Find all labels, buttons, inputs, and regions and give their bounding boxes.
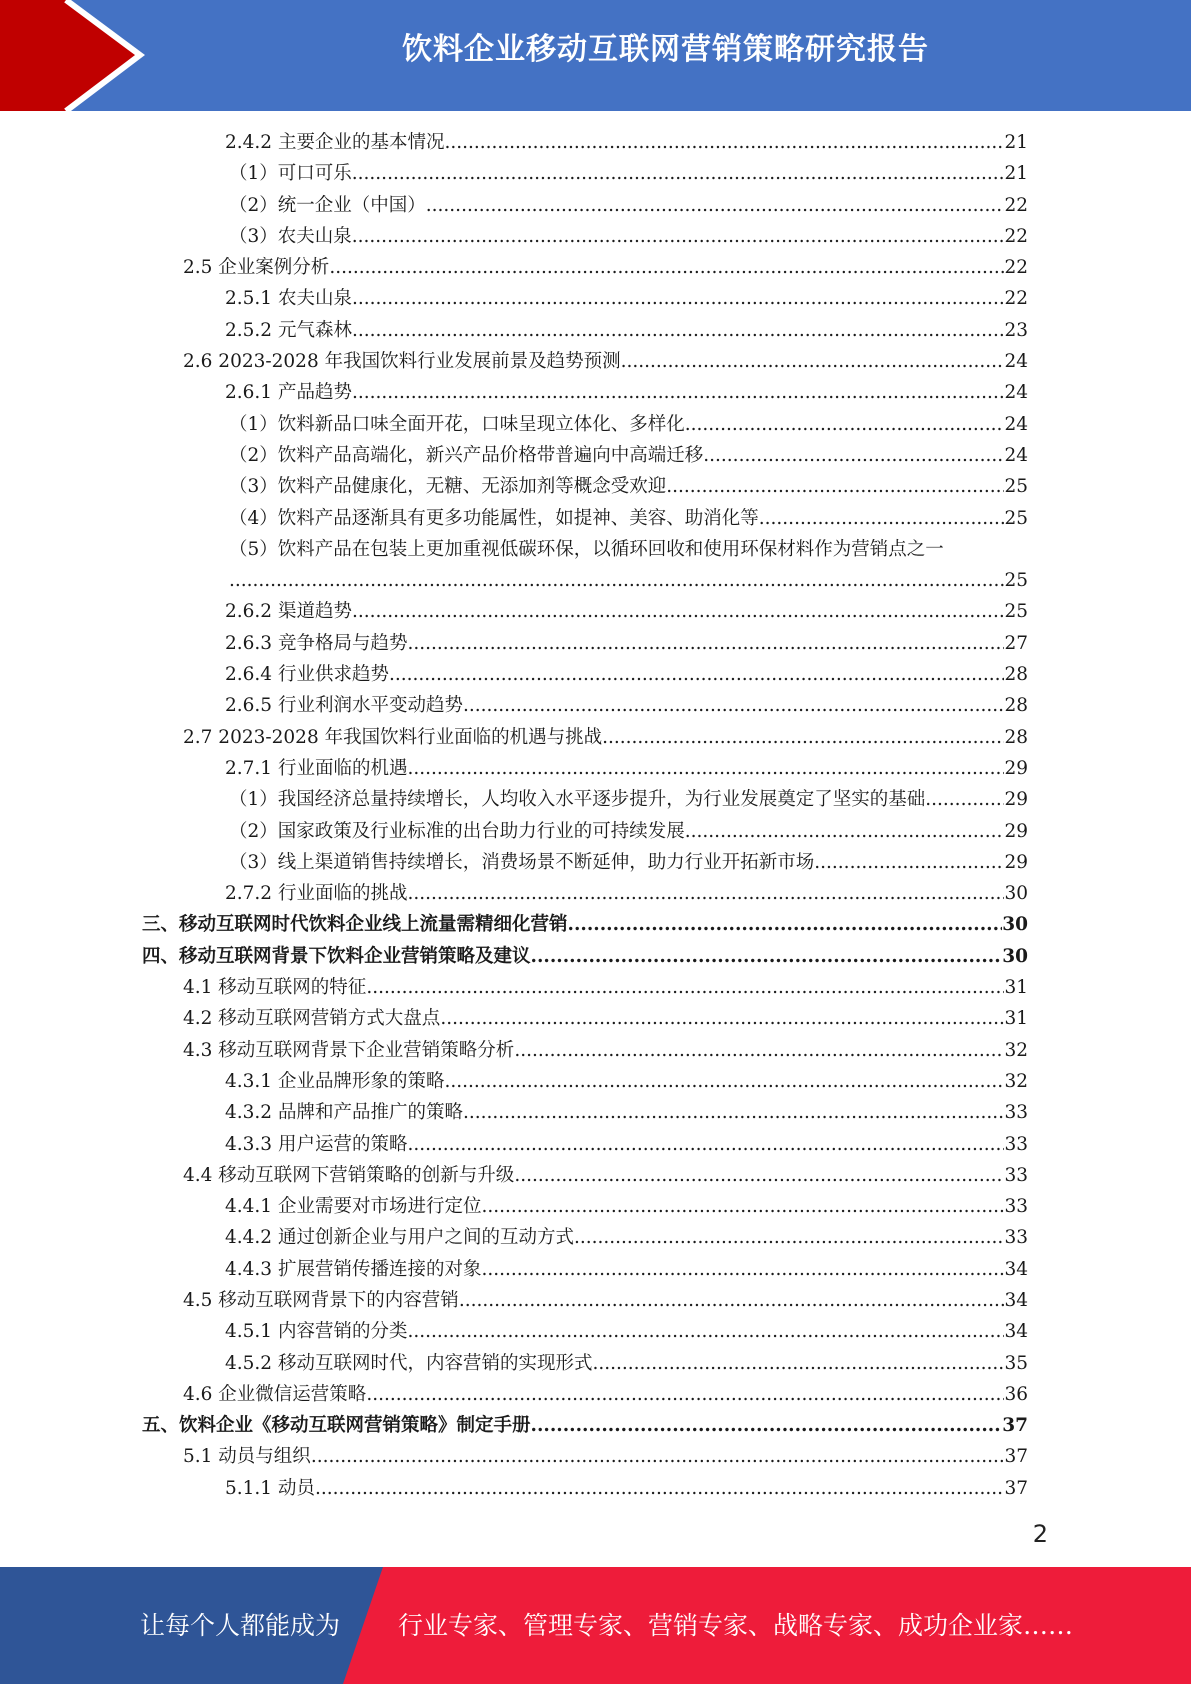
toc-entry[interactable] xyxy=(0,628,1191,659)
toc-entry-label: 四、移动互联网背景下饮料企业营销策略及建议 xyxy=(142,945,531,967)
toc-entry[interactable] xyxy=(0,346,1191,377)
toc-dot-leader xyxy=(352,221,1005,252)
toc-page-number: 30 xyxy=(1004,883,1028,905)
toc-dot-leader xyxy=(925,784,1004,815)
toc-entry-line1[interactable] xyxy=(0,534,1191,565)
page-footer xyxy=(0,1567,1191,1684)
toc-dot-leader xyxy=(666,471,1004,502)
toc-entry[interactable] xyxy=(0,283,1191,314)
toc-dot-leader xyxy=(514,1035,1004,1066)
toc-entry-label: 2.7.2 行业面临的挑战 xyxy=(225,883,408,905)
toc-entry[interactable] xyxy=(0,440,1191,471)
toc-entry-label: （2）统一企业（中国） xyxy=(229,194,426,216)
toc-page-number: 37 xyxy=(1004,1446,1028,1468)
toc-dot-leader xyxy=(514,1160,1004,1191)
toc-entry[interactable] xyxy=(0,409,1191,440)
toc-dot-leader xyxy=(315,1473,1005,1504)
toc-entry[interactable] xyxy=(0,315,1191,346)
toc-dot-leader xyxy=(366,972,1004,1003)
toc-dot-leader xyxy=(703,440,1004,471)
toc-dot-leader xyxy=(352,158,1005,189)
toc-page-number: 25 xyxy=(1004,476,1028,498)
toc-dot-leader xyxy=(407,878,1004,909)
toc-entry-label: 4.3.3 用户运营的策略 xyxy=(225,1133,408,1155)
toc-entry[interactable] xyxy=(0,878,1191,909)
toc-entry[interactable] xyxy=(0,816,1191,847)
toc-dot-leader xyxy=(389,659,1004,690)
toc-entry[interactable] xyxy=(0,1285,1191,1316)
toc-page-number: 22 xyxy=(1004,257,1028,279)
toc-dot-leader xyxy=(481,1191,1004,1222)
toc-entry-label: 4.5.2 移动互联网时代，内容营销的实现形式 xyxy=(225,1352,593,1374)
toc-entry[interactable] xyxy=(0,753,1191,784)
toc-dot-leader xyxy=(329,252,1004,283)
toc-entry[interactable] xyxy=(0,252,1191,283)
toc-entry-label: 2.6 2023-2028 年我国饮料行业发展前景及趋势预测 xyxy=(183,351,621,373)
toc-page-number: 37 xyxy=(1004,1477,1028,1499)
toc-entry-label: 三、移动互联网时代饮料企业线上流量需精细化营销 xyxy=(142,914,568,936)
toc-entry-label: 4.1 移动互联网的特征 xyxy=(183,977,367,999)
toc-entry-label: （3）线上渠道销售持续增长，消费场景不断延伸，助力行业开拓新市场 xyxy=(229,851,815,873)
page-header xyxy=(0,0,1191,111)
toc-entry[interactable] xyxy=(0,1348,1191,1379)
toc-entry-label: （2）国家政策及行业标准的出台助力行业的可持续发展 xyxy=(229,820,685,842)
toc-dot-leader xyxy=(463,690,1004,721)
toc-entry-label: 4.4 移动互联网下营销策略的创新与升级 xyxy=(183,1164,515,1186)
toc-dot-leader xyxy=(366,1379,1004,1410)
toc-entry-label: （5）饮料产品在包装上更加重视低碳环保，以循环回收和使用环保材料作为营销点之一 xyxy=(229,538,944,560)
toc-entry-label: 4.4.3 扩展营销传播连接的对象 xyxy=(225,1258,482,1280)
toc-entry-label: 4.5.1 内容营销的分类 xyxy=(225,1321,408,1343)
toc-dot-leader xyxy=(568,909,1003,940)
toc-dot-leader xyxy=(444,127,1004,158)
page-number: 2 xyxy=(1032,1520,1048,1548)
toc-entry[interactable] xyxy=(0,1003,1191,1034)
toc-entry[interactable] xyxy=(0,1410,1191,1441)
toc-entry[interactable] xyxy=(0,690,1191,721)
toc-entry[interactable] xyxy=(0,1316,1191,1347)
toc-entry-label: （4）饮料产品逐渐具有更多功能属性，如提神、美容、助消化等 xyxy=(229,507,759,529)
toc-entry[interactable] xyxy=(0,1222,1191,1253)
toc-dot-leader xyxy=(407,753,1004,784)
toc-page-number: 34 xyxy=(1004,1289,1028,1311)
footer-slogan-left: 让每个人都能成为 xyxy=(140,1611,341,1640)
toc-page-number: 28 xyxy=(1004,664,1028,686)
toc-entry-label: 2.7 2023-2028 年我国饮料行业面临的机遇与挑战 xyxy=(183,726,603,748)
toc-entry-label: 4.5 移动互联网背景下的内容营销 xyxy=(183,1289,459,1311)
toc-entry[interactable] xyxy=(0,127,1191,158)
toc-dot-leader xyxy=(531,1410,1003,1441)
toc-page-number: 24 xyxy=(1004,444,1028,466)
toc-entry[interactable] xyxy=(0,722,1191,753)
toc-entry-label: 4.3.2 品牌和产品推广的策略 xyxy=(225,1102,463,1124)
toc-entry-label: 4.6 企业微信运营策略 xyxy=(183,1383,367,1405)
footer-slogan-right: 行业专家、管理专家、营销专家、战略专家、成功企业家…… xyxy=(398,1611,1074,1640)
toc-entry[interactable] xyxy=(0,909,1191,940)
toc-dot-leader xyxy=(685,409,1005,440)
toc-entry-label: 4.2 移动互联网营销方式大盘点 xyxy=(183,1008,441,1030)
toc-page-number: 21 xyxy=(1004,132,1028,153)
header-red-arrow xyxy=(0,0,140,111)
toc-entry-label: 2.6.3 竞争格局与趋势 xyxy=(225,632,408,654)
toc-dot-leader xyxy=(311,1441,1005,1472)
toc-entry[interactable] xyxy=(0,158,1191,189)
toc-dot-leader xyxy=(407,1129,1004,1160)
toc-entry[interactable] xyxy=(0,221,1191,252)
toc-page-number: 36 xyxy=(1004,1383,1028,1405)
toc-entry[interactable] xyxy=(0,1097,1191,1128)
report-title: 饮料企业移动互联网营销策略研究报告 xyxy=(402,32,929,67)
toc-dot-leader xyxy=(463,1097,1004,1128)
toc-entry-label: （1）我国经济总量持续增长，人均收入水平逐步提升，为行业发展奠定了坚实的基础 xyxy=(229,789,926,811)
toc-entry[interactable] xyxy=(0,1035,1191,1066)
toc-entry-label: 2.6.4 行业供求趋势 xyxy=(225,664,389,686)
toc-page-number: 32 xyxy=(1004,1039,1028,1061)
toc-page-number: 34 xyxy=(1004,1321,1028,1343)
toc-page-number: 31 xyxy=(1004,977,1028,999)
toc-page-number: 24 xyxy=(1004,351,1028,373)
toc-page-number: 30 xyxy=(1002,914,1028,936)
toc-page-number: 32 xyxy=(1004,1070,1028,1092)
toc-dot-leader xyxy=(685,816,1005,847)
toc-entry-label: （1）饮料新品口味全面开花，口味呈现立体化、多样化 xyxy=(229,413,685,435)
toc-entry-label: 2.6.2 渠道趋势 xyxy=(225,601,352,623)
toc-page-number: 22 xyxy=(1004,194,1028,216)
toc-page-number: 33 xyxy=(1004,1164,1028,1186)
toc-dot-leader xyxy=(440,1003,1004,1034)
toc-entry-label: （3）饮料产品健康化，无糖、无添加剂等概念受欢迎 xyxy=(229,476,667,498)
toc-dot-leader xyxy=(352,377,1005,408)
toc-dot-leader xyxy=(602,722,1004,753)
toc-dot-leader xyxy=(426,190,1005,221)
toc-entry-label: 5.1.1 动员 xyxy=(225,1477,315,1499)
toc-page-number: 25 xyxy=(1004,507,1028,529)
toc-entry-label: 5.1 动员与组织 xyxy=(183,1446,311,1468)
toc-page-number: 28 xyxy=(1004,726,1028,748)
toc-entry-label: 2.5.2 元气森林 xyxy=(225,319,352,341)
toc-entry-label: 4.4.2 通过创新企业与用户之间的互动方式 xyxy=(225,1227,574,1249)
toc-entry-label: 2.4.2 主要企业的基本情况 xyxy=(225,132,445,153)
toc-page-number: 25 xyxy=(1004,601,1028,623)
toc-dot-leader xyxy=(407,628,1004,659)
toc-entry[interactable] xyxy=(0,941,1191,972)
toc-entry-label: 4.3.1 企业品牌形象的策略 xyxy=(225,1070,445,1092)
toc-entry[interactable] xyxy=(0,471,1191,502)
toc-page-number: 22 xyxy=(1004,288,1028,310)
toc-page-number: 21 xyxy=(1004,163,1028,185)
toc-entry[interactable] xyxy=(0,972,1191,1003)
toc-entry[interactable] xyxy=(0,377,1191,408)
table-of-contents xyxy=(0,127,1191,1504)
toc-page-number: 22 xyxy=(1004,225,1028,247)
toc-entry[interactable] xyxy=(0,659,1191,690)
toc-entry[interactable] xyxy=(0,1254,1191,1285)
toc-entry-label: 2.6.1 产品趋势 xyxy=(225,382,352,404)
toc-entry-label: 五、饮料企业《移动互联网营销策略》制定手册 xyxy=(142,1415,531,1437)
toc-dot-leader xyxy=(352,283,1005,314)
toc-page-number: 24 xyxy=(1004,413,1028,435)
toc-page-number: 23 xyxy=(1004,319,1028,341)
toc-dot-leader xyxy=(814,847,1004,878)
toc-page-number: 30 xyxy=(1002,945,1028,967)
toc-dot-leader xyxy=(592,1348,1004,1379)
toc-entry-label: （1）可口可乐 xyxy=(229,163,352,185)
toc-entry[interactable] xyxy=(0,1473,1191,1504)
toc-entry[interactable] xyxy=(0,1160,1191,1191)
toc-entry-label: （2）饮料产品高端化，新兴产品价格带普遍向中高端迁移 xyxy=(229,444,704,466)
toc-page-number: 29 xyxy=(1004,851,1028,873)
toc-entry[interactable] xyxy=(0,596,1191,627)
toc-entry[interactable] xyxy=(0,190,1191,221)
toc-page-number: 33 xyxy=(1004,1227,1028,1249)
toc-dot-leader xyxy=(459,1285,1005,1316)
toc-entry-label: 4.3 移动互联网背景下企业营销策略分析 xyxy=(183,1039,515,1061)
toc-entry-line2[interactable] xyxy=(0,565,1191,596)
toc-page-number: 37 xyxy=(1002,1415,1028,1437)
toc-page-number: 33 xyxy=(1004,1196,1028,1218)
toc-entry[interactable] xyxy=(0,1441,1191,1472)
toc-page-number: 29 xyxy=(1004,789,1028,811)
toc-dot-leader xyxy=(352,596,1005,627)
toc-entry[interactable] xyxy=(0,1066,1191,1097)
toc-entry[interactable] xyxy=(0,1191,1191,1222)
toc-entry-label: 2.5 企业案例分析 xyxy=(183,257,330,279)
toc-entry-label: 2.7.1 行业面临的机遇 xyxy=(225,757,408,779)
toc-entry[interactable] xyxy=(0,847,1191,878)
toc-dot-leader xyxy=(407,1316,1004,1347)
toc-dot-leader xyxy=(621,346,1005,377)
toc-dot-leader xyxy=(481,1254,1004,1285)
toc-dot-leader xyxy=(229,565,1004,596)
toc-page-number: 31 xyxy=(1004,1008,1028,1030)
toc-entry[interactable] xyxy=(0,1129,1191,1160)
toc-page-number: 25 xyxy=(1004,570,1028,592)
toc-page-number: 29 xyxy=(1004,757,1028,779)
toc-entry-label: （3）农夫山泉 xyxy=(229,225,352,247)
toc-page-number: 33 xyxy=(1004,1133,1028,1155)
toc-entry-label: 2.6.5 行业利润水平变动趋势 xyxy=(225,695,463,717)
toc-dot-leader xyxy=(574,1222,1004,1253)
toc-dot-leader xyxy=(759,503,1005,534)
toc-page-number: 34 xyxy=(1004,1258,1028,1280)
toc-page-number: 29 xyxy=(1004,820,1028,842)
toc-page-number: 24 xyxy=(1004,382,1028,404)
toc-page-number: 27 xyxy=(1004,632,1028,654)
toc-entry-label: 4.4.1 企业需要对市场进行定位 xyxy=(225,1196,482,1218)
toc-page-number: 28 xyxy=(1004,695,1028,717)
toc-entry-label: 2.5.1 农夫山泉 xyxy=(225,288,352,310)
toc-dot-leader xyxy=(352,315,1005,346)
toc-entry[interactable] xyxy=(0,503,1191,534)
toc-page-number: 35 xyxy=(1004,1352,1028,1374)
toc-page-number: 33 xyxy=(1004,1102,1028,1124)
toc-dot-leader xyxy=(531,941,1003,972)
toc-entry[interactable] xyxy=(0,784,1191,815)
toc-dot-leader xyxy=(444,1066,1004,1097)
toc-entry[interactable] xyxy=(0,1379,1191,1410)
